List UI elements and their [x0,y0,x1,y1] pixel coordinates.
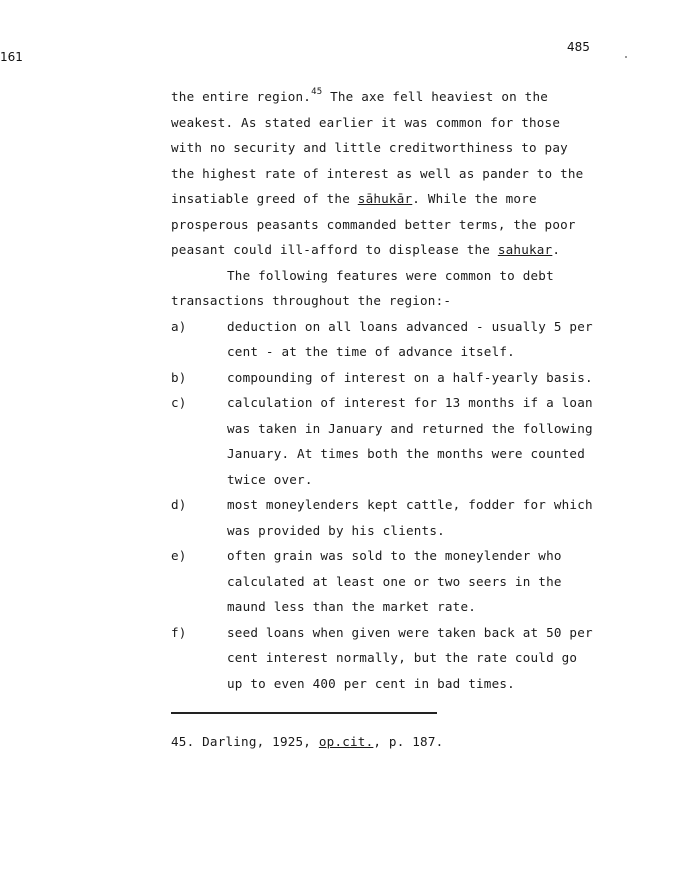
list-item-continuation: cent interest normally, but the rate could go [227,650,578,665]
paragraph-1-line [171,186,611,212]
list-item-continuation: maund less than the market rate. [227,599,477,614]
text-run: peasant could ill-afford to displease the [171,242,498,257]
paragraph-1-line: with no security and little creditworthiness to pay [171,140,568,155]
feature-list [171,314,611,697]
list-item [171,365,611,391]
body-text [171,84,611,696]
list-item-continuation: up to even 400 per cent in bad times. [227,675,515,691]
footnote-number: 45. [171,734,195,749]
list-item-label: a) [171,318,187,334]
text-run: . While the more [412,191,537,206]
paragraph-1-line [171,237,611,263]
list-item [171,390,611,416]
footnote-text: Darling, 1925, [194,734,319,749]
paragraph-2-line: The following features were common to debt [227,267,554,283]
list-item-continuation: January. At times both the months were counted [227,446,585,461]
underlined-term: sahukar [497,242,553,257]
list-item-text: most moneylenders kept cattle, fodder for which [227,497,593,512]
list-item-text: calculation of interest for 13 months if a loan [227,395,593,410]
list-item [171,492,611,518]
footnote-reference: op.cit. [318,734,374,749]
footnote [171,734,443,749]
list-item-label: b) [171,369,187,385]
scan-speck [625,56,627,58]
page-number-left: 161 [0,50,23,64]
paragraph-1-line: prosperous peasants commanded better terms, the poor [171,216,576,232]
list-item [171,543,611,569]
list-item-text: often grain was sold to the moneylender who [227,548,562,563]
text-run: . [552,242,561,257]
paragraph-1-line: weakest. As stated earlier it was common for those [171,114,561,130]
list-item-text: compounding of interest on a half-yearly basis. [227,369,593,385]
list-item-continuation: was taken in January and returned the following [227,420,593,436]
list-item-continuation: calculated at least one or two seers in the [227,573,562,589]
footnote-text: , p. 187. [373,734,444,749]
list-item [171,620,611,646]
list-item-label: f) [171,624,187,640]
underlined-term: sāhukār [357,191,413,206]
paragraph-1-line: the highest rate of interest as well as pander to the [171,165,584,181]
list-item [171,314,611,340]
text-run: insatiable greed of the [171,191,358,206]
list-item-label: e) [171,548,187,563]
page-number-right: 485 [567,40,590,54]
list-item-label: d) [171,497,187,512]
list-item-label: c) [171,395,187,410]
list-item-text: deduction on all loans advanced - usually 5 per [227,318,593,334]
footnote-marker: 45 [311,87,323,97]
list-item-text: seed loans when given were taken back at 50 per [227,624,593,640]
footnote-divider [171,712,437,714]
list-item-continuation: was provided by his clients. [227,522,445,538]
text-run: the entire region. [171,89,312,104]
paragraph-1-line [171,84,611,110]
list-item-continuation: cent - at the time of advance itself. [227,344,515,359]
paragraph-2-line: transactions throughout the region:- [171,293,452,308]
text-run: The axe fell heaviest on the [322,89,549,104]
list-item-continuation: twice over. [227,471,313,487]
